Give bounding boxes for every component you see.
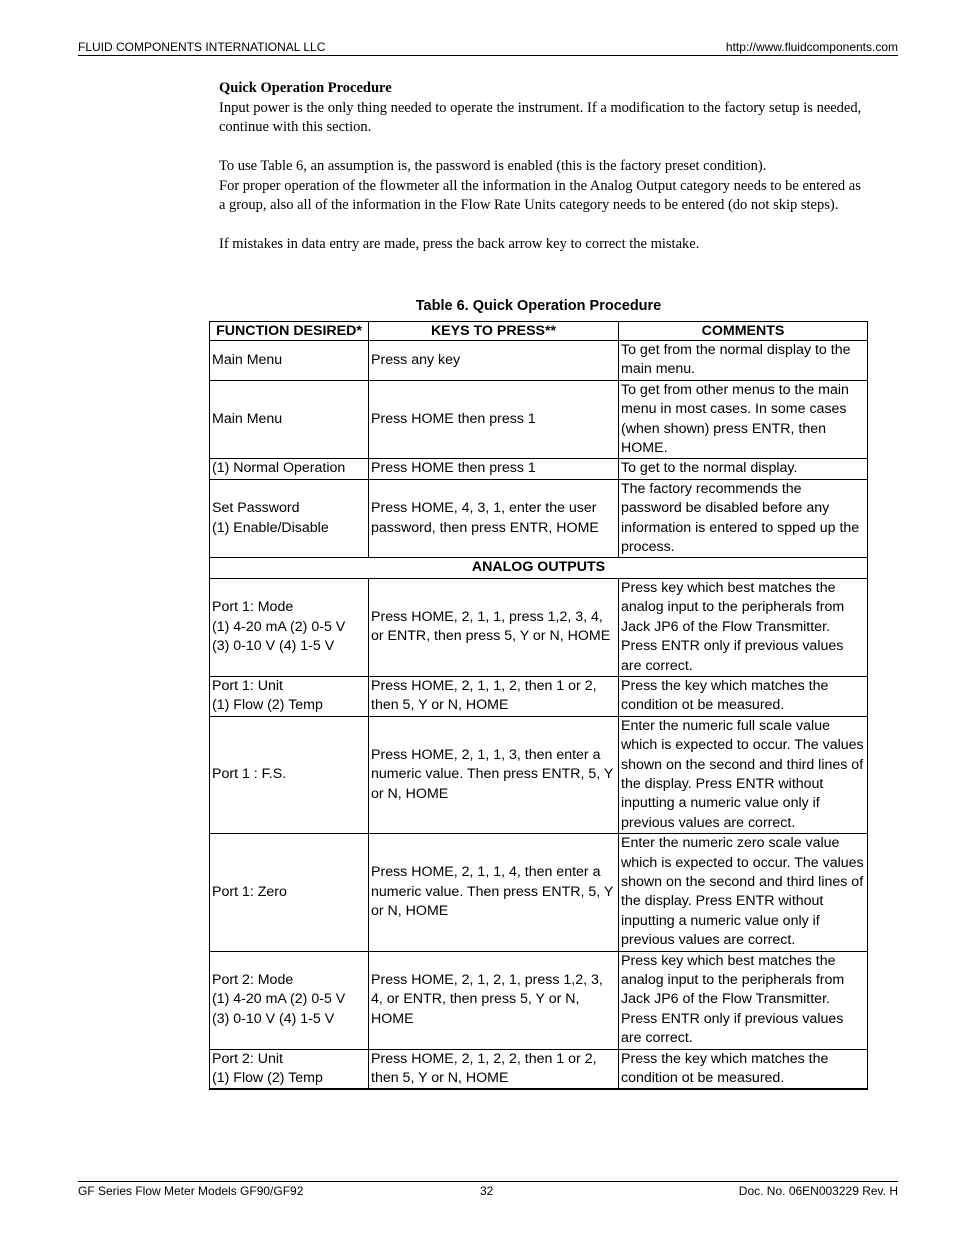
intro-paragraph-1: Input power is the only thing needed to operate the instrument. If a modification to the factory setup is needed, continue with this section. (219, 99, 862, 135)
comments-cell: Press the key which matches the condition ot be measured. (619, 676, 868, 716)
table-row (210, 380, 868, 459)
column-header-function: FUNCTION DESIRED* (210, 322, 369, 341)
keys-cell: Press HOME, 2, 1, 1, 2, then 1 or 2, then 5, Y or N, HOME (369, 676, 619, 716)
intro-paragraph-3: For proper operation of the flowmeter all the information in the Analog Output category needs to be entered as a group, also all of the information in the Flow Rate Units category needs to be entered (do not skip steps). (219, 177, 861, 213)
function-cell: Port 1: Mode (1) 4-20 mA (2) 0-5 V (3) 0-10 V (4) 1-5 V (210, 578, 369, 676)
column-header-keys: KEYS TO PRESS** (369, 322, 619, 341)
keys-cell: Press HOME, 2, 1, 1, 4, then enter a numeric value. Then press ENTR, 5, Y or N, HOME (369, 834, 619, 951)
table-row (210, 716, 868, 833)
procedure-table (209, 321, 868, 1090)
keys-cell: Press HOME, 2, 1, 2, 2, then 1 or 2, then 5, Y or N, HOME (369, 1049, 619, 1089)
comments-cell: Enter the numeric full scale value which is expected to occur. The values shown on the second and third lines of the display. Press ENTR without inputting a numeric value only if previous values are correct. (619, 716, 868, 833)
comments-cell: Enter the numeric zero scale value which is expected to occur. The values shown on the second and third lines of the display. Press ENTR without inputting a numeric value only if previous values are correct. (619, 834, 868, 951)
section-heading-analog-outputs: ANALOG OUTPUTS (210, 558, 868, 578)
table-row (210, 834, 868, 951)
function-cell: Set Password (1) Enable/Disable (210, 479, 369, 558)
table-row (210, 951, 868, 1049)
comments-cell: The factory recommends the password be disabled before any information is entered to spped up the process. (619, 479, 868, 558)
keys-cell: Press HOME, 2, 1, 1, 3, then enter a numeric value. Then press ENTR, 5, Y or N, HOME (369, 716, 619, 833)
intro-section (219, 79, 869, 255)
page-number: 32 (480, 1184, 494, 1198)
page-header (78, 39, 898, 56)
company-name: FLUID COMPONENTS INTERNATIONAL LLC (78, 40, 326, 54)
keys-cell: Press HOME, 4, 3, 1, enter the user password, then press ENTR, HOME (369, 479, 619, 558)
function-cell: Main Menu (210, 341, 369, 381)
table-header-row (210, 322, 868, 341)
keys-cell: Press HOME, 2, 1, 1, press 1,2, 3, 4, or ENTR, then press 5, Y or N, HOME (369, 578, 619, 676)
table-row (210, 1049, 868, 1089)
doc-number: Doc. No. 06EN003229 Rev. H (738, 1184, 898, 1198)
footer-model: GF Series Flow Meter Models GF90/GF92 (78, 1184, 304, 1198)
function-cell: Port 1: Unit (1) Flow (2) Temp (210, 676, 369, 716)
comments-cell: To get from the normal display to the main menu. (619, 341, 868, 381)
comments-cell: To get to the normal display. (619, 459, 868, 479)
keys-cell: Press HOME then press 1 (369, 459, 619, 479)
intro-paragraph-2: To use Table 6, an assumption is, the password is enabled (this is the factory preset condition). (219, 158, 767, 174)
section-title: Quick Operation Procedure (219, 80, 392, 96)
table-row (210, 578, 868, 676)
function-cell: (1) Normal Operation (210, 459, 369, 479)
table-row (210, 676, 868, 716)
company-url[interactable]: http://www.fluidcomponents.com (725, 40, 898, 54)
table-row (210, 341, 868, 381)
table-row (210, 479, 868, 558)
table-caption: Table 6. Quick Operation Procedure (415, 298, 662, 314)
function-cell: Port 1 : F.S. (210, 716, 369, 833)
keys-cell: Press HOME then press 1 (369, 380, 619, 459)
keys-cell: Press any key (369, 341, 619, 381)
section-row (210, 558, 868, 578)
page-footer (78, 1181, 898, 1198)
function-cell: Port 2: Unit (1) Flow (2) Temp (210, 1049, 369, 1089)
comments-cell: Press key which best matches the analog input to the peripherals from Jack JP6 of the Flow Transmitter. Press ENTR only if previous values are correct. (619, 951, 868, 1049)
comments-cell: Press the key which matches the condition ot be measured. (619, 1049, 868, 1089)
function-cell: Port 1: Zero (210, 834, 369, 951)
table-row (210, 459, 868, 479)
intro-paragraph-4: If mistakes in data entry are made, press the back arrow key to correct the mistake. (219, 236, 700, 252)
keys-cell: Press HOME, 2, 1, 2, 1, press 1,2, 3, 4, or ENTR, then press 5, Y or N, HOME (369, 951, 619, 1049)
function-cell: Main Menu (210, 380, 369, 459)
column-header-comments: COMMENTS (619, 322, 868, 341)
comments-cell: Press key which best matches the analog input to the peripherals from Jack JP6 of the Flow Transmitter. Press ENTR only if previous values are correct. (619, 578, 868, 676)
comments-cell: To get from other menus to the main menu in most cases. In some cases (when shown) press ENTR, then HOME. (619, 380, 868, 459)
function-cell: Port 2: Mode (1) 4-20 mA (2) 0-5 V (3) 0-10 V (4) 1-5 V (210, 951, 369, 1049)
